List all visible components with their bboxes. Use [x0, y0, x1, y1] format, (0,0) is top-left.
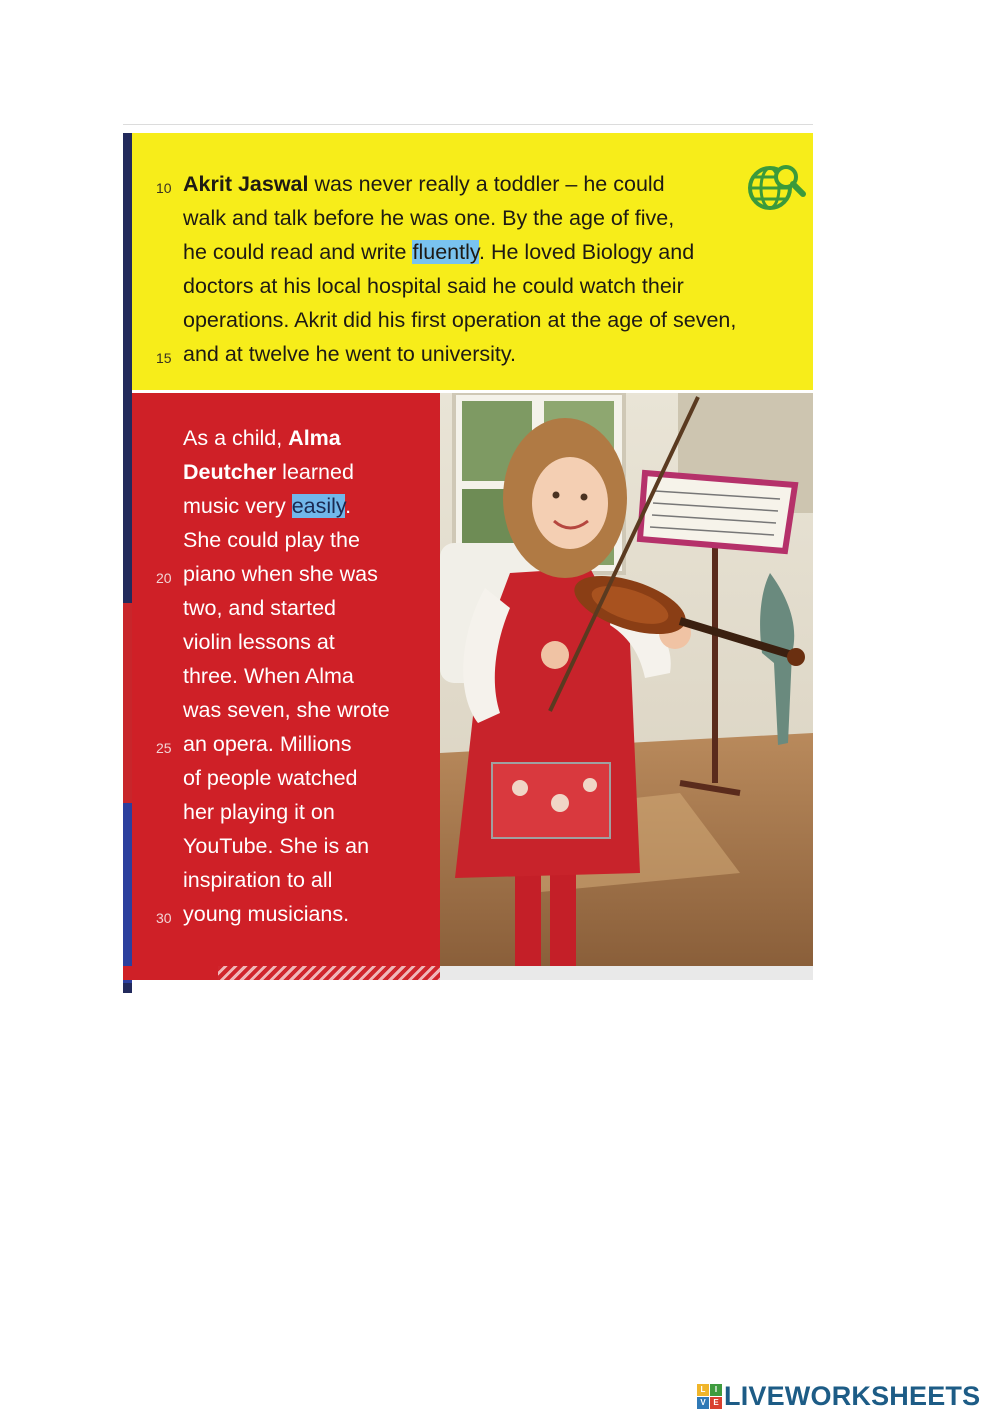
girl-violin-photo	[440, 393, 813, 966]
alma-first-name: Alma	[288, 426, 341, 450]
alma-line-7: violin lessons at	[183, 630, 335, 654]
bottom-stripe-bar	[123, 966, 813, 980]
logo-letter-l: L	[697, 1384, 709, 1396]
akrit-line-1	[183, 167, 665, 201]
alma-line-2	[183, 455, 354, 489]
alma-line-14: inspiration to all	[183, 868, 333, 892]
akrit-line-1-rest: was never really a toddler – he could	[308, 172, 665, 196]
alma-line-10: an opera. Millions	[183, 732, 352, 756]
alma-line-1	[183, 421, 341, 455]
akrit-name: Akrit Jaswal	[183, 172, 309, 196]
logo-letter-e: E	[710, 1397, 722, 1409]
line-number-15: 15	[156, 350, 172, 366]
alma-line-12: her playing it on	[183, 800, 335, 824]
akrit-line-6: and at twelve he went to university.	[183, 342, 517, 366]
alma-line-9: was seven, she wrote	[183, 698, 390, 722]
alma-line-11: of people watched	[183, 766, 358, 790]
logo-letter-i: I	[710, 1384, 722, 1396]
akrit-line-5: operations. Akrit did his first operation at the age of seven,	[183, 308, 737, 332]
edge-blue-segment	[123, 803, 132, 983]
alma-line-15: young musicians.	[183, 902, 350, 926]
line-number-10: 10	[156, 180, 172, 196]
highlighted-word-fluently[interactable]: fluently	[412, 240, 480, 264]
stripe-pattern	[218, 966, 440, 980]
line-number-20: 20	[156, 570, 172, 586]
stripe-solid-red	[123, 966, 218, 980]
akrit-line-2: walk and talk before he was one. By the age of five,	[183, 206, 675, 230]
highlighted-word-easily[interactable]: easily	[291, 494, 346, 518]
akrit-line-3-pre: he could read and write	[183, 240, 413, 264]
alma-section	[132, 393, 440, 966]
alma-line-6: two, and started	[183, 596, 336, 620]
globe-search-icon	[742, 158, 806, 220]
alma-line-5: piano when she was	[183, 562, 378, 586]
brand-name: LIVEWORKSHEETS	[724, 1381, 981, 1411]
alma-line-3-pre: music very	[183, 494, 292, 518]
page-left-edge	[123, 133, 132, 993]
liveworksheets-logo-icon	[697, 1384, 722, 1409]
alma-line-3	[183, 489, 351, 523]
line-number-25: 25	[156, 740, 172, 756]
akrit-section	[132, 133, 813, 390]
textbook-page	[123, 124, 813, 979]
line-number-30: 30	[156, 910, 172, 926]
liveworksheets-brand[interactable]	[697, 1380, 980, 1412]
alma-line-4: She could play the	[183, 528, 360, 552]
edge-red-segment	[123, 603, 132, 803]
alma-line-8: three. When Alma	[183, 664, 354, 688]
alma-line-3-post: .	[345, 494, 352, 518]
akrit-line-3-post: . He loved Biology and	[479, 240, 695, 264]
alma-line-13: YouTube. She is an	[183, 834, 370, 858]
logo-letter-v: V	[697, 1397, 709, 1409]
akrit-line-4: doctors at his local hospital said he could watch their	[183, 274, 684, 298]
akrit-line-3	[183, 235, 694, 269]
alma-line-2-rest: learned	[276, 460, 354, 484]
alma-line-1-pre: As a child,	[183, 426, 289, 450]
alma-last-name: Deutcher	[183, 460, 277, 484]
